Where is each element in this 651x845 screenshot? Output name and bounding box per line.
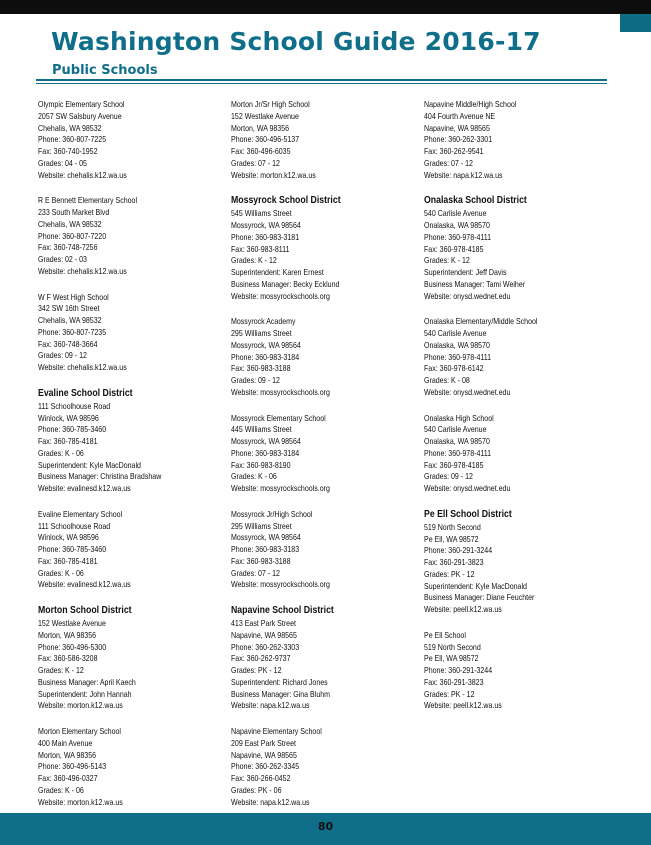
fax-line: Fax: 360-983-8190 — [231, 460, 291, 470]
entry-line: Napavine, WA 98565 — [231, 750, 297, 760]
phone-line: Phone: 360-807-7235 — [38, 327, 107, 337]
entry-line: Morton, WA 98356 — [38, 750, 97, 760]
district-entry — [38, 388, 223, 495]
website-line: Website: napa.k12.wa.us — [231, 701, 310, 711]
fax-line: Fax: 360-785-4181 — [38, 556, 98, 566]
phone-line: Phone: 360-785-3460 — [38, 545, 107, 554]
entry-line: 2057 SW Salsbury Avenue — [38, 111, 122, 121]
phone-line: Phone: 360-496-5300 — [38, 642, 107, 652]
grades-line: Grades: K - 12 — [38, 666, 84, 675]
entry-line: Napavine, WA 98565 — [424, 123, 490, 133]
school-name: Onalaska High School — [424, 413, 494, 423]
website-line: Website: morton.k12.wa.us — [38, 701, 123, 711]
district-entry — [38, 605, 223, 712]
fax-line: Fax: 360-978-6142 — [424, 364, 484, 374]
entry-line: 152 Westlake Avenue — [231, 111, 299, 121]
school-entry — [38, 292, 223, 374]
school-name: Onalaska Elementary/Middle School — [424, 317, 538, 327]
school-entry — [424, 316, 609, 398]
entry-line: 295 Williams Street — [231, 521, 292, 531]
fax-line: Fax: 360-496-0327 — [38, 774, 98, 783]
phone-line: Phone: 360-983-3183 — [231, 545, 300, 554]
entry-line: 519 North Second — [424, 522, 481, 532]
entry-line: 519 North Second — [424, 642, 481, 652]
website-line: Website: onysd.wednet.edu — [424, 387, 511, 397]
entry-line: Mossyrock, WA 98564 — [231, 437, 301, 446]
entry-line: 540 Carlisle Avenue — [424, 329, 487, 338]
entry-line: 111 Schoolhouse Road — [38, 401, 111, 411]
grades-line: Grades: PK - 12 — [424, 569, 475, 579]
grades-line: Grades: 07 - 12 — [424, 158, 473, 168]
phone-line: Phone: 360-262-3303 — [231, 642, 300, 652]
fax-line: Fax: 360-978-4185 — [424, 244, 484, 254]
top-black-bar — [0, 0, 651, 14]
school-name: Morton Jr/Sr High School — [231, 100, 310, 109]
school-entry — [231, 413, 416, 495]
entry-line: Superintendent: Kyle MacDonald — [424, 581, 527, 591]
fax-line: Fax: 360-291-3823 — [424, 558, 484, 567]
entry-line: Business Manager: April Kaech — [38, 677, 136, 687]
fax-line: Fax: 360-496-6035 — [231, 147, 291, 156]
website-line: Website: morton.k12.wa.us — [38, 797, 123, 807]
school-name: Mossyrock Academy — [231, 317, 296, 327]
phone-line: Phone: 360-785-3460 — [38, 425, 107, 435]
school-name: W F West High School — [38, 292, 109, 302]
website-line: Website: napa.k12.wa.us — [231, 797, 310, 807]
entry-line: Superintendent: Richard Jones — [231, 677, 328, 687]
school-name: Mossyrock Jr/High School — [231, 509, 313, 519]
school-name: Olympic Elementary School — [38, 100, 125, 109]
page-number: 80 — [317, 820, 334, 833]
school-name: Evaline Elementary School — [38, 509, 123, 519]
website-line: Website: napa.k12.wa.us — [424, 170, 503, 180]
website-line: Website: chehalis.k12.wa.us — [38, 266, 127, 276]
entry-line: Mossyrock, WA 98564 — [231, 340, 301, 350]
phone-line: Phone: 360-978-4111 — [424, 448, 492, 458]
phone-line: Phone: 360-291-3244 — [424, 546, 493, 556]
entry-line: Onalaska, WA 98570 — [424, 437, 490, 446]
entry-line: Napavine, WA 98565 — [231, 630, 297, 640]
school-name: Pe Ell School — [424, 630, 466, 640]
page-title: Washington School Guide 2016-17 — [51, 27, 541, 56]
website-line: Website: mossyrockschools.org — [231, 291, 330, 301]
school-name: Napavine Elementary School — [231, 727, 322, 736]
directory-column-1 — [38, 99, 223, 822]
entry-line: Superintendent: Kyle MacDonald — [38, 460, 141, 470]
phone-line: Phone: 360-262-3345 — [231, 762, 300, 772]
website-line: Website: onysd.wednet.edu — [424, 484, 511, 493]
website-line: Website: peell.k12.wa.us — [424, 701, 502, 711]
entry-line: 233 South Market Blvd — [38, 208, 110, 217]
grades-line: Grades: PK - 06 — [231, 785, 282, 795]
entry-line: Mossyrock, WA 98564 — [231, 533, 301, 543]
phone-line: Phone: 360-807-7220 — [38, 231, 107, 241]
entry-line: Superintendent: Karen Ernest — [231, 268, 324, 277]
grades-line: Grades: PK - 12 — [424, 689, 475, 699]
entry-line: Winlock, WA 98596 — [38, 533, 99, 543]
fax-line: Fax: 360-262-9541 — [424, 147, 484, 156]
entry-line: 111 Schoolhouse Road — [38, 521, 111, 531]
grades-line: Grades: PK - 12 — [231, 666, 282, 675]
entry-line: Business Manager: Tami Weiher — [424, 279, 526, 289]
entry-line: 400 Main Avenue — [38, 738, 93, 748]
grades-line: Grades: K - 06 — [38, 448, 84, 458]
fax-line: Fax: 360-262-9737 — [231, 654, 291, 664]
district-entry — [231, 195, 416, 302]
school-entry — [38, 726, 223, 808]
section-subtitle: Public Schools — [52, 63, 158, 78]
website-line: Website: mossyrockschools.org — [231, 484, 330, 493]
grades-line: Grades: K - 12 — [424, 256, 470, 266]
school-name: Napavine Middle/High School — [424, 100, 517, 109]
phone-line: Phone: 360-807-7225 — [38, 135, 107, 145]
website-line: Website: morton.k12.wa.us — [231, 170, 316, 180]
school-entry — [38, 509, 223, 591]
district-heading: Mossyrock School District — [231, 195, 341, 207]
entry-line: Chehalis, WA 98532 — [38, 316, 102, 325]
fax-line: Fax: 360-978-4185 — [424, 460, 484, 470]
website-line: Website: peell.k12.wa.us — [424, 605, 502, 614]
fax-line: Fax: 360-983-3188 — [231, 556, 291, 566]
grades-line: Grades: 02 - 03 — [38, 255, 87, 264]
entry-line: Business Manager: Gina Bluhm — [231, 689, 331, 699]
grades-line: Grades: K - 08 — [424, 376, 470, 385]
entry-line: Onalaska, WA 98570 — [424, 221, 490, 230]
website-line: Website: chehalis.k12.wa.us — [38, 363, 127, 372]
entry-line: Business Manager: Diane Feuchter — [424, 593, 535, 603]
website-line: Website: mossyrockschools.org — [231, 580, 330, 590]
grades-line: Grades: 09 - 12 — [424, 472, 473, 482]
phone-line: Phone: 360-983-3184 — [231, 448, 300, 458]
entry-line: Business Manager: Christina Bradshaw — [38, 472, 162, 482]
phone-line: Phone: 360-983-3184 — [231, 352, 300, 362]
entry-line: Onalaska, WA 98570 — [424, 340, 490, 350]
district-heading: Onalaska School District — [424, 195, 527, 207]
phone-line: Phone: 360-291-3244 — [424, 666, 493, 675]
fax-line: Fax: 360-586-3208 — [38, 654, 98, 664]
phone-line: Phone: 360-983-3181 — [231, 232, 300, 242]
district-entry — [424, 195, 609, 302]
entry-line: Pe Ell, WA 98572 — [424, 534, 479, 544]
grades-line: Grades: 04 - 05 — [38, 158, 87, 168]
school-entry — [231, 99, 416, 181]
entry-line: Morton, WA 98356 — [38, 630, 97, 640]
website-line: Website: evalinesd.k12.wa.us — [38, 484, 131, 493]
entry-line: 209 East Park Street — [231, 738, 296, 748]
directory-column-3 — [424, 99, 609, 726]
school-entry — [231, 509, 416, 591]
grades-line: Grades: K - 12 — [231, 256, 277, 266]
entry-line: 545 Williams Street — [231, 209, 292, 219]
entry-line: 295 Williams Street — [231, 329, 292, 338]
entry-line: 540 Carlisle Avenue — [424, 425, 487, 435]
entry-line: Winlock, WA 98596 — [38, 413, 99, 423]
school-entry — [38, 195, 223, 277]
fax-line: Fax: 360-740-1952 — [38, 147, 98, 156]
entry-line: Morton, WA 98356 — [231, 123, 290, 133]
header-rule-thick — [36, 79, 607, 81]
fax-line: Fax: 360-748-3664 — [38, 339, 98, 349]
district-heading: Pe Ell School District — [424, 508, 512, 520]
entry-line: Superintendent: John Hannah — [38, 689, 132, 699]
entry-line: Business Manager: Becky Ecklund — [231, 279, 340, 289]
fax-line: Fax: 360-983-8111 — [231, 244, 290, 254]
fax-line: Fax: 360-983-3188 — [231, 364, 291, 374]
school-entry — [38, 99, 223, 181]
district-entry — [424, 509, 609, 616]
top-accent-tab — [620, 14, 651, 32]
grades-line: Grades: 07 - 12 — [231, 568, 280, 578]
grades-line: Grades: 07 - 12 — [231, 158, 280, 168]
grades-line: Grades: K - 06 — [231, 472, 277, 482]
fax-line: Fax: 360-748-7256 — [38, 243, 98, 253]
header-rule-thin — [36, 83, 607, 84]
phone-line: Phone: 360-262-3301 — [424, 135, 493, 145]
grades-line: Grades: K - 06 — [38, 785, 84, 795]
entry-line: Chehalis, WA 98532 — [38, 123, 102, 133]
school-entry — [231, 316, 416, 398]
directory-column-2 — [231, 99, 416, 822]
district-heading: Morton School District — [38, 605, 132, 616]
district-entry — [231, 605, 416, 712]
entry-line: 404 Fourth Avenue NE — [424, 111, 496, 121]
entry-line: Pe Ell, WA 98572 — [424, 654, 479, 664]
grades-line: Grades: 09 - 12 — [38, 351, 87, 361]
entry-line: 413 East Park Street — [231, 619, 296, 628]
entry-line: Chehalis, WA 98532 — [38, 219, 102, 229]
school-name: Mossyrock Elementary School — [231, 413, 326, 423]
grades-line: Grades: K - 06 — [38, 568, 84, 578]
fax-line: Fax: 360-785-4181 — [38, 437, 98, 446]
entry-line: 445 Williams Street — [231, 425, 292, 435]
school-name: R E Bennett Elementary School — [38, 196, 138, 206]
school-entry — [231, 726, 416, 808]
website-line: Website: evalinesd.k12.wa.us — [38, 580, 131, 590]
school-entry — [424, 630, 609, 712]
phone-line: Phone: 360-496-5137 — [231, 135, 300, 145]
district-heading: Evaline School District — [38, 387, 133, 399]
entry-line: 152 Westlake Avenue — [38, 619, 106, 628]
entry-line: Mossyrock, WA 98564 — [231, 221, 301, 230]
grades-line: Grades: 09 - 12 — [231, 376, 280, 385]
website-line: Website: mossyrockschools.org — [231, 387, 330, 397]
entry-line: 342 SW 16th Street — [38, 304, 100, 314]
phone-line: Phone: 360-978-4111 — [424, 352, 492, 362]
school-entry — [424, 99, 609, 181]
school-entry — [424, 413, 609, 495]
school-name: Morton Elementary School — [38, 727, 121, 736]
district-heading: Napavine School District — [231, 605, 334, 616]
phone-line: Phone: 360-496-5143 — [38, 762, 107, 772]
phone-line: Phone: 360-978-4111 — [424, 232, 492, 242]
entry-line: 540 Carlisle Avenue — [424, 209, 487, 219]
fax-line: Fax: 360-291-3823 — [424, 677, 484, 687]
fax-line: Fax: 360-266-0452 — [231, 774, 291, 783]
entry-line: Superintendent: Jeff Davis — [424, 268, 507, 277]
website-line: Website: onysd.wednet.edu — [424, 291, 511, 301]
website-line: Website: chehalis.k12.wa.us — [38, 170, 127, 180]
